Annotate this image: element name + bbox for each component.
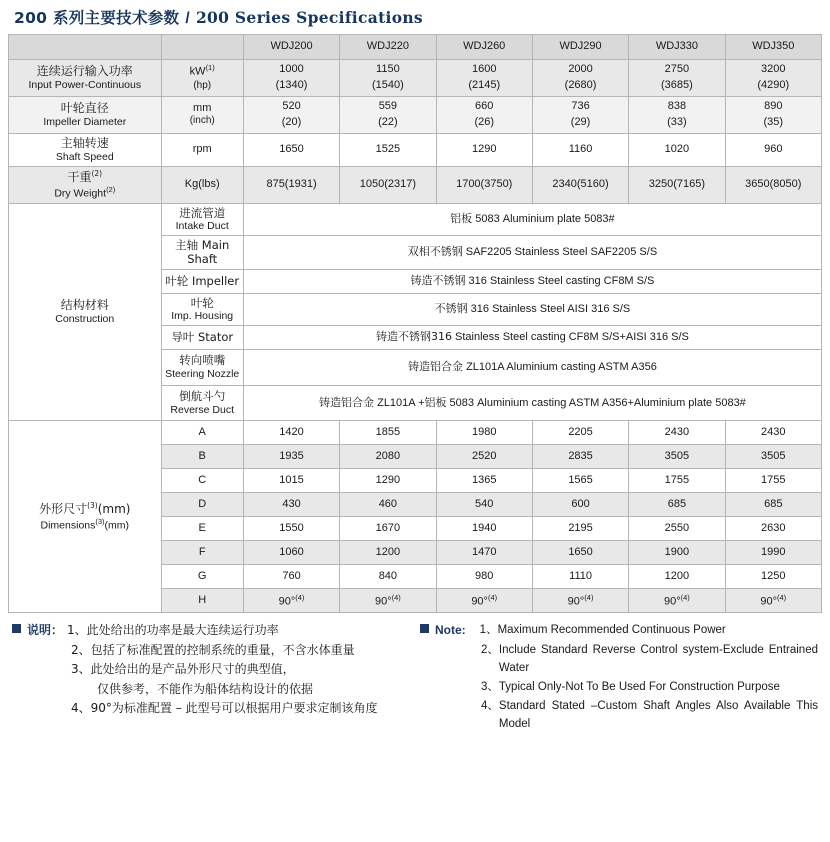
- page-title: [8, 0, 822, 34]
- row-label-dimensions: 外形尺寸$^{(3)}$(mm) Dimensions$^{(3)}$(mm): [9, 421, 162, 613]
- cell-dim-h-wdj200: 90°$^{(4)}$: [243, 589, 339, 613]
- dimension-name-d: D: [161, 493, 243, 517]
- page-title-cn: 200 系列主要技术参数: [14, 9, 180, 27]
- cell-dim-g-wdj350: 1250: [725, 565, 821, 589]
- cell-shaft-speed-wdj200: 1650: [243, 133, 339, 166]
- cell-dim-b-wdj330: 3505: [629, 445, 725, 469]
- construction-item-name-steering-nozzle: 转向喷嘴 Steering Nozzle: [161, 349, 243, 385]
- notes-chinese-heading: 说明：: [27, 623, 64, 638]
- cell-dim-c-wdj220: 1290: [340, 469, 436, 493]
- note-cn-1: 说明： 1、 此处给出的功率是最大连续运行功率: [27, 621, 414, 640]
- header-model-wdj260: WDJ260: [436, 35, 532, 60]
- cell-dim-e-wdj200: 1550: [243, 517, 339, 541]
- dimension-name-b: B: [161, 445, 243, 469]
- cell-dim-d-wdj290: 600: [532, 493, 628, 517]
- construction-item-name-impeller-housing: 叶轮 Imp. Housing: [161, 293, 243, 326]
- cell-impeller-diameter-wdj350: 890 (35): [725, 96, 821, 133]
- cell-dim-g-wdj290: 1110: [532, 565, 628, 589]
- dimension-name-e: E: [161, 517, 243, 541]
- note-cn-2: 2、 包括了标准配置的控制系统的重量，不含水体重量: [71, 642, 355, 657]
- table-row-shaft-speed: [9, 133, 822, 166]
- cell-dim-e-wdj350: 2630: [725, 517, 821, 541]
- row-label-shaft-speed: 主轴转速 Shaft Speed: [9, 133, 162, 166]
- cell-dim-e-wdj290: 2195: [532, 517, 628, 541]
- cell-shaft-speed-wdj350: 960: [725, 133, 821, 166]
- cell-dim-b-wdj260: 2520: [436, 445, 532, 469]
- cell-dim-h-wdj350: 90°$^{(4)}$: [725, 589, 821, 613]
- cell-input-power-wdj330: 2750 (3685): [629, 60, 725, 97]
- dimension-name-h: H: [161, 589, 243, 613]
- cell-dim-b-wdj290: 2835: [532, 445, 628, 469]
- cell-dry-weight-wdj220: 1050(2317): [340, 166, 436, 203]
- cell-dim-d-wdj350: 685: [725, 493, 821, 517]
- construction-material-impeller: 铸造不锈钢 316 Stainless Steel casting CF8M S/S: [243, 269, 821, 293]
- cell-input-power-wdj290: 2000 (2680): [532, 60, 628, 97]
- cell-dim-c-wdj260: 1365: [436, 469, 532, 493]
- cell-dim-f-wdj200: 1060: [243, 541, 339, 565]
- cell-dim-c-wdj330: 1755: [629, 469, 725, 493]
- cell-dim-c-wdj350: 1755: [725, 469, 821, 493]
- cell-dim-a-wdj220: 1855: [340, 421, 436, 445]
- cell-dim-c-wdj290: 1565: [532, 469, 628, 493]
- cell-dim-a-wdj200: 1420: [243, 421, 339, 445]
- header-model-wdj350: WDJ350: [725, 35, 821, 60]
- dimension-name-c: C: [161, 469, 243, 493]
- table-row-construction-intake-duct: [9, 203, 822, 236]
- row-unit-dry-weight: Kg(lbs): [161, 166, 243, 203]
- note-en-3: 3、 Typical Only-Not To Be Used For Construction Purpose: [481, 680, 780, 693]
- cell-dim-d-wdj200: 430: [243, 493, 339, 517]
- page-title-en: 200 Series Specifications: [195, 8, 423, 27]
- table-row-input-power: [9, 60, 822, 97]
- header-model-wdj220: WDJ220: [340, 35, 436, 60]
- header-model-wdj200: WDJ200: [243, 35, 339, 60]
- notes-english-body: [435, 621, 818, 734]
- header-model-wdj330: WDJ330: [629, 35, 725, 60]
- row-label-input-power: 连续运行输入功率 Input Power-Continuous: [9, 60, 162, 97]
- cell-dry-weight-wdj260: 1700(3750): [436, 166, 532, 203]
- cell-shaft-speed-wdj220: 1525: [340, 133, 436, 166]
- cell-dim-g-wdj330: 1200: [629, 565, 725, 589]
- cell-shaft-speed-wdj260: 1290: [436, 133, 532, 166]
- cell-dry-weight-wdj330: 3250(7165): [629, 166, 725, 203]
- cell-impeller-diameter-wdj330: 838 (33): [629, 96, 725, 133]
- table-row-dry-weight: [9, 166, 822, 203]
- dimension-name-a: A: [161, 421, 243, 445]
- cell-dim-f-wdj260: 1470: [436, 541, 532, 565]
- cell-dim-e-wdj220: 1670: [340, 517, 436, 541]
- cell-dim-d-wdj330: 685: [629, 493, 725, 517]
- note-cn-4: 4、 90°为标准配置 – 此型号可以根据用户要求定制该角度: [71, 701, 378, 715]
- cell-input-power-wdj200: 1000 (1340): [243, 60, 339, 97]
- specifications-table: [8, 34, 822, 613]
- cell-dim-a-wdj350: 2430: [725, 421, 821, 445]
- cell-shaft-speed-wdj290: 1160: [532, 133, 628, 166]
- bullet-square-icon: [12, 624, 21, 633]
- cell-dim-e-wdj260: 1940: [436, 517, 532, 541]
- cell-dim-f-wdj350: 1990: [725, 541, 821, 565]
- construction-material-main-shaft: 双相不锈钢 SAF2205 Stainless Steel SAF2205 S/S: [243, 236, 821, 270]
- dimension-name-f: F: [161, 541, 243, 565]
- construction-material-intake-duct: 铝板 5083 Aluminium plate 5083#: [243, 203, 821, 236]
- row-unit-impeller-diameter: mm (inch): [161, 96, 243, 133]
- notes-english-heading: Note:: [435, 623, 466, 638]
- construction-item-name-intake-duct: 进流管道 Intake Duct: [161, 203, 243, 236]
- cell-impeller-diameter-wdj220: 559 (22): [340, 96, 436, 133]
- table-header-row: [9, 35, 822, 60]
- table-row-dimension-a: [9, 421, 822, 445]
- cell-dim-b-wdj220: 2080: [340, 445, 436, 469]
- cell-dim-e-wdj330: 2550: [629, 517, 725, 541]
- note-en-1: Note: 1、 Maximum Recommended Continuous Power: [435, 621, 818, 640]
- construction-item-name-reverse-duct: 倒航斗勺 Reverse Duct: [161, 385, 243, 421]
- row-label-dry-weight: 干重$^{(2)}$ Dry Weight$^{(2)}$: [9, 166, 162, 203]
- notes-english: [414, 621, 818, 734]
- construction-material-impeller-housing: 不锈钢 316 Stainless Steel AISI 316 S/S: [243, 293, 821, 326]
- cell-dim-b-wdj200: 1935: [243, 445, 339, 469]
- cell-dim-a-wdj330: 2430: [629, 421, 725, 445]
- header-model-wdj290: WDJ290: [532, 35, 628, 60]
- cell-input-power-wdj350: 3200 (4290): [725, 60, 821, 97]
- cell-dim-h-wdj330: 90°$^{(4)}$: [629, 589, 725, 613]
- cell-dim-a-wdj260: 1980: [436, 421, 532, 445]
- cell-dim-d-wdj220: 460: [340, 493, 436, 517]
- construction-material-stator: 铸造不锈钢316 Stainless Steel casting CF8M S/S+AISI 316 S/S: [243, 326, 821, 350]
- cell-dim-c-wdj200: 1015: [243, 469, 339, 493]
- cell-impeller-diameter-wdj290: 736 (29): [532, 96, 628, 133]
- cell-dim-g-wdj200: 760: [243, 565, 339, 589]
- cell-dim-g-wdj260: 980: [436, 565, 532, 589]
- cell-dim-a-wdj290: 2205: [532, 421, 628, 445]
- cell-dry-weight-wdj290: 2340(5160): [532, 166, 628, 203]
- row-label-construction: 结构材料 Construction: [9, 203, 162, 421]
- table-row-impeller-diameter: [9, 96, 822, 133]
- construction-item-name-impeller: 叶轮 Impeller: [161, 269, 243, 293]
- cell-dim-h-wdj290: 90°$^{(4)}$: [532, 589, 628, 613]
- note-en-4: 4、 Standard Stated –Custom Shaft Angles Also Available This Model: [481, 699, 818, 731]
- header-blank-1: [9, 35, 162, 60]
- bullet-square-icon-en: [420, 624, 429, 633]
- notes-section: [8, 621, 822, 734]
- dimension-name-g: G: [161, 565, 243, 589]
- cell-dim-f-wdj220: 1200: [340, 541, 436, 565]
- cell-dry-weight-wdj200: 875(1931): [243, 166, 339, 203]
- row-label-impeller-diameter: 叶轮直径 Impeller Diameter: [9, 96, 162, 133]
- cell-dim-f-wdj290: 1650: [532, 541, 628, 565]
- cell-input-power-wdj260: 1600 (2145): [436, 60, 532, 97]
- cell-dim-d-wdj260: 540: [436, 493, 532, 517]
- notes-chinese: [12, 621, 414, 734]
- cell-dim-b-wdj350: 3505: [725, 445, 821, 469]
- construction-item-name-main-shaft: 主轴 Main Shaft: [161, 236, 243, 270]
- cell-input-power-wdj220: 1150 (1540): [340, 60, 436, 97]
- construction-material-reverse-duct: 铸造铝合金 ZL101A +铝板 5083 Aluminium casting ASTM A356+Aluminium plate 5083#: [243, 385, 821, 421]
- cell-dim-h-wdj260: 90°$^{(4)}$: [436, 589, 532, 613]
- cell-impeller-diameter-wdj260: 660 (26): [436, 96, 532, 133]
- construction-item-name-stator: 导叶 Stator: [161, 326, 243, 350]
- cell-dry-weight-wdj350: 3650(8050): [725, 166, 821, 203]
- note-cn-3-continued: 仅供参考，不能作为船体结构设计的依据: [97, 681, 314, 696]
- note-cn-3: 3、 此处给出的是产品外形尺寸的典型值，: [71, 662, 295, 677]
- notes-chinese-body: [27, 621, 414, 734]
- cell-dim-h-wdj220: 90°$^{(4)}$: [340, 589, 436, 613]
- cell-dim-g-wdj220: 840: [340, 565, 436, 589]
- header-blank-2: [161, 35, 243, 60]
- note-en-2: 2、 Include Standard Reverse Control system-Exclude Entrained Water: [481, 643, 818, 675]
- cell-shaft-speed-wdj330: 1020: [629, 133, 725, 166]
- row-unit-shaft-speed: rpm: [161, 133, 243, 166]
- row-unit-input-power: $kW^{(1)}$ (hp): [161, 60, 243, 97]
- cell-impeller-diameter-wdj200: 520 (20): [243, 96, 339, 133]
- title-separator: /: [185, 10, 190, 27]
- construction-material-steering-nozzle: 铸造铝合金 ZL101A Aluminium casting ASTM A356: [243, 349, 821, 385]
- cell-dim-f-wdj330: 1900: [629, 541, 725, 565]
